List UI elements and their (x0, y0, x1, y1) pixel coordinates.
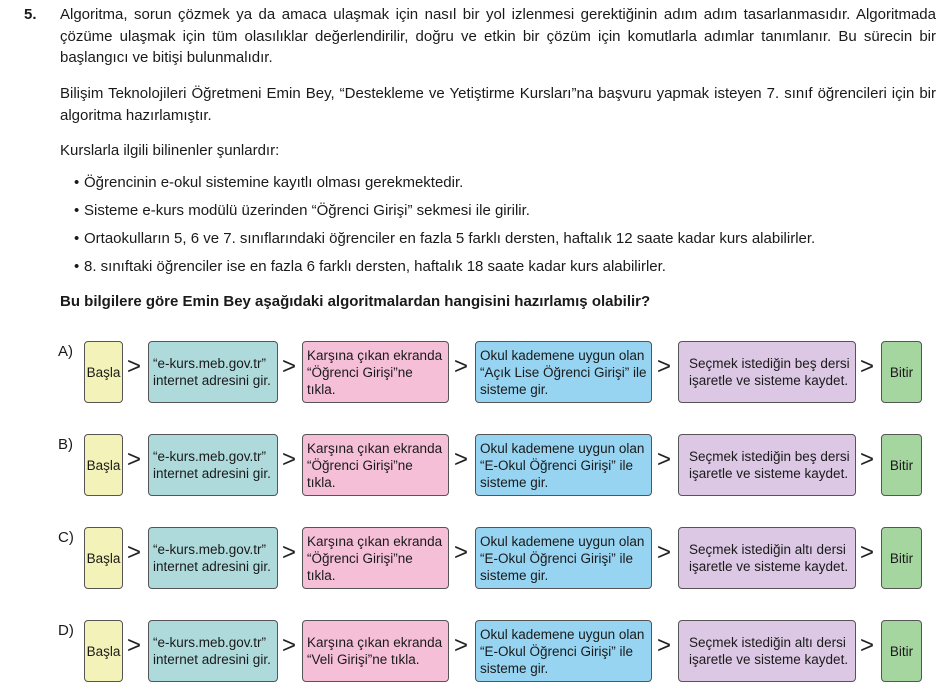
flow-step-text: Başla (86, 457, 121, 473)
flow-url-step (148, 434, 278, 496)
flow-arrow-icon: > (454, 446, 469, 473)
flow-level-step (475, 620, 652, 682)
flow-login-step (302, 341, 449, 403)
flow-select-step (678, 341, 856, 403)
flow-end-box (881, 341, 922, 403)
answer-option[interactable] (0, 525, 946, 593)
flow-arrow-icon: > (127, 539, 142, 566)
flow-level-step (475, 434, 652, 496)
flow-step-text: Okul kademene uygun olan (480, 347, 645, 363)
fact-bullet: • Öğrencinin e-okul sistemine kayıtlı olması gerekmektedir. (84, 174, 936, 192)
flow-step-text: Başla (86, 364, 121, 380)
context-paragraph: Bilişim Teknolojileri Öğretmeni Emin Bey, “Destekleme ve Yetiştirme Kursları”na başvuru yapmak isteyen 7. sınıf öğrencileri için bir algoritma hazırlamıştır. (60, 85, 936, 124)
flow-url-step (148, 527, 278, 589)
flow-step-text: işaretle ve sisteme kaydet. (689, 559, 849, 574)
flow-step-text: işaretle ve sisteme kaydet. (689, 652, 849, 667)
flow-step-text: Bitir (889, 550, 914, 566)
answer-option[interactable] (0, 339, 946, 407)
flow-url-step (148, 620, 278, 682)
flow-step-text: sisteme gir. (480, 381, 549, 397)
flow-step-text: “E-Okul Öğrenci Girişi” ile (480, 643, 634, 659)
flow-step-text: Bitir (889, 364, 914, 380)
flow-login-step (302, 620, 449, 682)
flow-arrow-icon: > (454, 353, 469, 380)
flow-arrow-icon: > (282, 632, 297, 659)
flow-step-text: “Veli Girişi”ne tıkla. (307, 652, 420, 667)
option-label: D) (58, 622, 74, 639)
flow-step-text: internet adresini gir. (153, 466, 271, 481)
facts-heading: Kurslarla ilgili bilinenler şunlardır: (60, 142, 280, 159)
flow-step-text: “e-kurs.meb.gov.tr” (153, 542, 267, 557)
flow-arrow-icon: > (860, 446, 875, 473)
flow-login-step (302, 527, 449, 589)
flow-step-text: Seçmek istediğin beş dersi (689, 449, 850, 464)
flow-start-box (84, 341, 123, 403)
flow-step-text: “e-kurs.meb.gov.tr” (153, 449, 267, 464)
answer-option[interactable] (0, 432, 946, 500)
flow-select-step (678, 527, 856, 589)
flow-step-text: “Öğrenci Girişi”ne tıkla. (307, 364, 413, 397)
option-label: C) (58, 529, 74, 546)
flow-step-text: sisteme gir. (480, 567, 549, 583)
flow-end-box (881, 527, 922, 589)
flow-arrow-icon: > (282, 446, 297, 473)
flow-level-step (475, 527, 652, 589)
flow-step-text: işaretle ve sisteme kaydet. (689, 373, 849, 388)
flow-arrow-icon: > (860, 539, 875, 566)
flow-step-text: “Öğrenci Girişi”ne tıkla. (307, 457, 413, 490)
fact-bullet: • 8. sınıftaki öğrenciler ise en fazla 6 farklı dersten, haftalık 18 saate kadar kurs alabilirler. (84, 258, 936, 276)
flow-arrow-icon: > (127, 632, 142, 659)
answer-option[interactable] (0, 618, 946, 686)
flow-select-step (678, 620, 856, 682)
flow-level-step (475, 341, 652, 403)
flow-step-text: internet adresini gir. (153, 652, 271, 667)
flow-step-text: işaretle ve sisteme kaydet. (689, 466, 849, 481)
flow-arrow-icon: > (454, 632, 469, 659)
flow-step-text: internet adresini gir. (153, 559, 271, 574)
flow-step-text: “e-kurs.meb.gov.tr” (153, 635, 267, 650)
flow-end-box (881, 434, 922, 496)
flow-select-step (678, 434, 856, 496)
flow-arrow-icon: > (282, 539, 297, 566)
flow-step-text: Bitir (889, 457, 914, 473)
flow-step-text: Başla (86, 550, 121, 566)
flow-step-text: Okul kademene uygun olan (480, 533, 645, 549)
flow-step-text: “E-Okul Öğrenci Girişi” ile (480, 550, 634, 566)
flow-end-box (881, 620, 922, 682)
option-label: B) (58, 436, 73, 453)
flow-arrow-icon: > (657, 353, 672, 380)
flow-arrow-icon: > (860, 353, 875, 380)
flow-arrow-icon: > (282, 353, 297, 380)
flow-arrow-icon: > (127, 446, 142, 473)
flow-step-text: Seçmek istediğin beş dersi (689, 356, 850, 371)
question-number: 5. (24, 6, 37, 23)
flow-url-step (148, 341, 278, 403)
flow-arrow-icon: > (127, 353, 142, 380)
flow-step-text: Okul kademene uygun olan (480, 626, 645, 642)
flow-step-text: “E-Okul Öğrenci Girişi” ile (480, 457, 634, 473)
flow-step-text: Karşına çıkan ekranda (307, 440, 443, 456)
flow-step-text: “Açık Lise Öğrenci Girişi” ile (480, 364, 647, 380)
flow-step-text: Karşına çıkan ekranda (307, 635, 443, 650)
flow-step-text: Başla (86, 643, 121, 659)
flow-step-text: Seçmek istediğin altı dersi (689, 542, 846, 557)
flow-step-text: Karşına çıkan ekranda (307, 533, 443, 549)
flow-arrow-icon: > (657, 446, 672, 473)
flow-step-text: Seçmek istediğin altı dersi (689, 635, 846, 650)
flow-arrow-icon: > (454, 539, 469, 566)
flow-step-text: Okul kademene uygun olan (480, 440, 645, 456)
flow-step-text: “e-kurs.meb.gov.tr” (153, 356, 267, 371)
fact-bullet: • Sisteme e-kurs modülü üzerinden “Öğrenci Girişi” sekmesi ile girilir. (84, 202, 936, 220)
flow-step-text: “Öğrenci Girişi”ne tıkla. (307, 550, 413, 583)
flow-start-box (84, 527, 123, 589)
flow-start-box (84, 620, 123, 682)
question-prompt: Bu bilgilere göre Emin Bey aşağıdaki algoritmalardan hangisini hazırlamış olabilir? (60, 293, 651, 310)
option-label: A) (58, 343, 73, 360)
flow-arrow-icon: > (860, 632, 875, 659)
flow-arrow-icon: > (657, 539, 672, 566)
intro-paragraph: Algoritma, sorun çözmek ya da amaca ulaşmak için nasıl bir yol izlenmesi gerektiğinin adım adım tasarlanmasıdır. Algoritmada çözüme ulaşmak için tüm olasılıklar değerlendirilir, doğru ve etkin bir çözüm için komutlarla adımlar tanımlanır. Bu sürecin bir başlangıcı ve bitişi bulunmalıdır. (60, 6, 936, 66)
flow-step-text: internet adresini gir. (153, 373, 271, 388)
flow-step-text: Bitir (889, 643, 914, 659)
flow-step-text: sisteme gir. (480, 660, 549, 676)
flow-step-text: Karşına çıkan ekranda (307, 347, 443, 363)
fact-bullet: • Ortaokulların 5, 6 ve 7. sınıflarındaki öğrenciler en fazla 5 farklı dersten, haftalık 12 saate kadar kurs alabilirler. (84, 230, 936, 248)
flow-start-box (84, 434, 123, 496)
flow-arrow-icon: > (657, 632, 672, 659)
flow-login-step (302, 434, 449, 496)
flow-step-text: sisteme gir. (480, 474, 549, 490)
